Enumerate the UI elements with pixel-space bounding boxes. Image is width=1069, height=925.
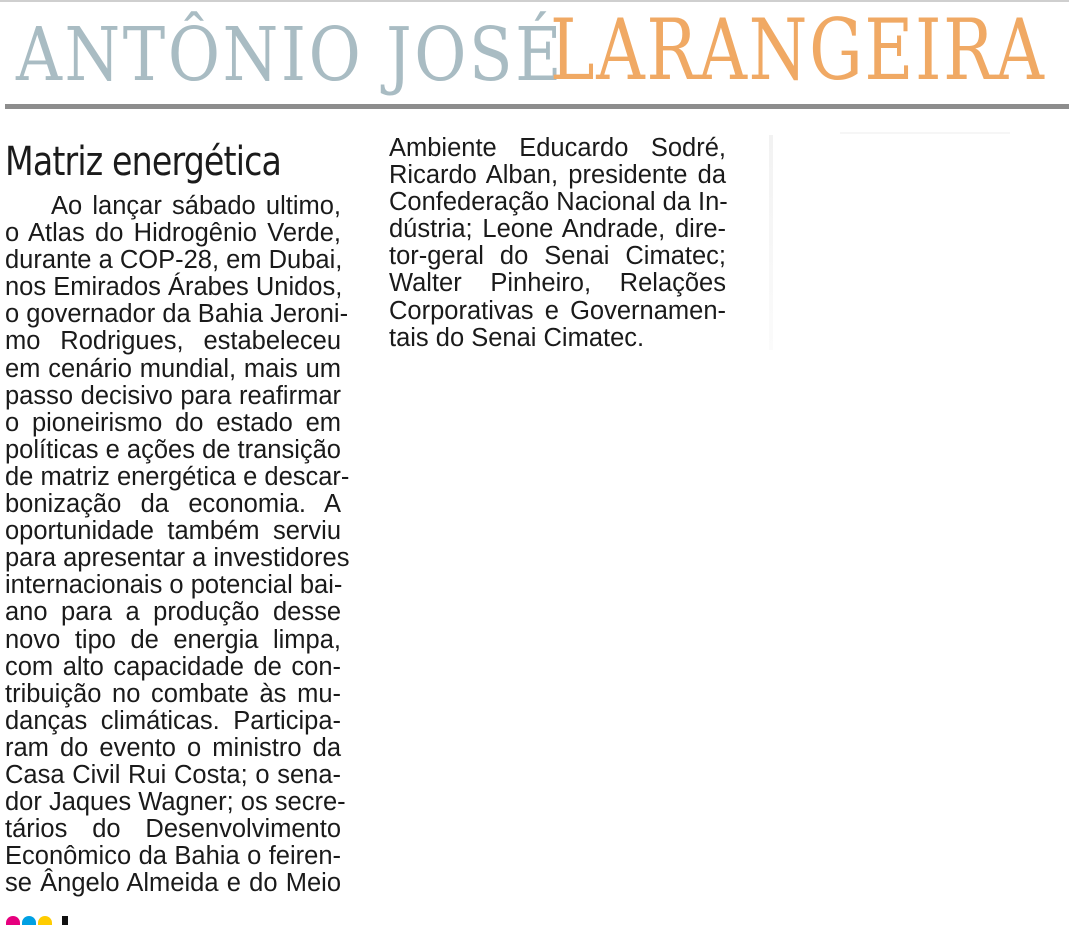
body-text-line: Ricardo Alban, presidente da [389,161,726,190]
body-text-line: o pioneirismo do estado em [5,408,341,437]
article-body-column-2 [389,135,726,352]
body-text-line: bonização da economia. A [5,490,341,519]
body-text-line: dústria; Leone Andrade, dire- [389,215,726,244]
body-text-line: ano para a produção desse [5,598,341,627]
columnist-masthead [12,2,1062,102]
columnist-first-name: ANTÔNIO JOSÉ [16,12,565,98]
body-text-line: dor Jaques Wagner; os secre- [5,788,346,817]
masthead-divider [5,104,1069,109]
body-text-line: tários do Desenvolvimento [5,815,341,844]
body-text-line: o Atlas do Hidrogênio Verde, [5,219,341,248]
body-text-line: mo Rodrigues, estabeleceu [5,327,341,356]
body-text-line: durante a COP-28, em Dubai, [5,246,343,275]
logo-shape [38,916,52,925]
body-text-line: oportunidade também serviu [5,517,341,546]
advertisement-area-shadow [769,135,773,350]
body-text-line: em cenário mundial, mais um [5,354,341,383]
body-text-line: o governador da Bahia Jeroni- [5,300,349,329]
logo-shape [62,916,68,925]
body-text-line: nos Emirados Árabes Unidos, [5,273,343,302]
body-text-line: danças climáticas. Participa- [5,706,341,735]
body-text-line: Confederação Nacional da In- [389,188,728,217]
advertisement-area-edge [840,132,1010,134]
body-text-line: internacionais o potencial bai- [5,571,343,600]
body-text-line: políticas e ações de transição [5,435,341,464]
article-headline: Matriz energética [5,139,282,185]
body-text-line: tribuição no combate às mu- [5,679,341,708]
body-text-line: novo tipo de energia limpa, [5,625,341,654]
body-text-line: Corporativas e Governamen- [389,296,726,325]
body-text-line: tor-geral do Senai Cimatec; [389,242,726,271]
body-text-line: Ao lançar sábado ultimo, [51,192,341,220]
body-text-line: com alto capacidade de con- [5,652,341,681]
body-text-line: Ambiente Educardo Sodré, [389,134,726,162]
logo-shape [6,916,20,925]
body-text-line: ram do evento o ministro da [5,733,341,762]
columnist-last-name: LARANGEIRA [550,1,1046,99]
body-text-line: passo decisivo para reafirmar [5,381,341,410]
body-text-line: Walter Pinheiro, Relações [389,269,726,298]
body-text-line: para apresentar a investidores [5,544,350,573]
logo-shape [22,916,36,925]
body-text-line: de matriz energética e descar- [5,462,350,491]
body-text-line: tais do Senai Cimatec. [389,323,645,352]
article-body-column-1 [5,192,350,898]
body-text-line: Casa Civil Rui Costa; o sena- [5,760,341,789]
body-text-line: se Ângelo Almeida e do Meio [5,869,341,898]
cropped-logo-image [6,916,86,925]
body-text-line: Econômico da Bahia o feiren- [5,842,341,871]
